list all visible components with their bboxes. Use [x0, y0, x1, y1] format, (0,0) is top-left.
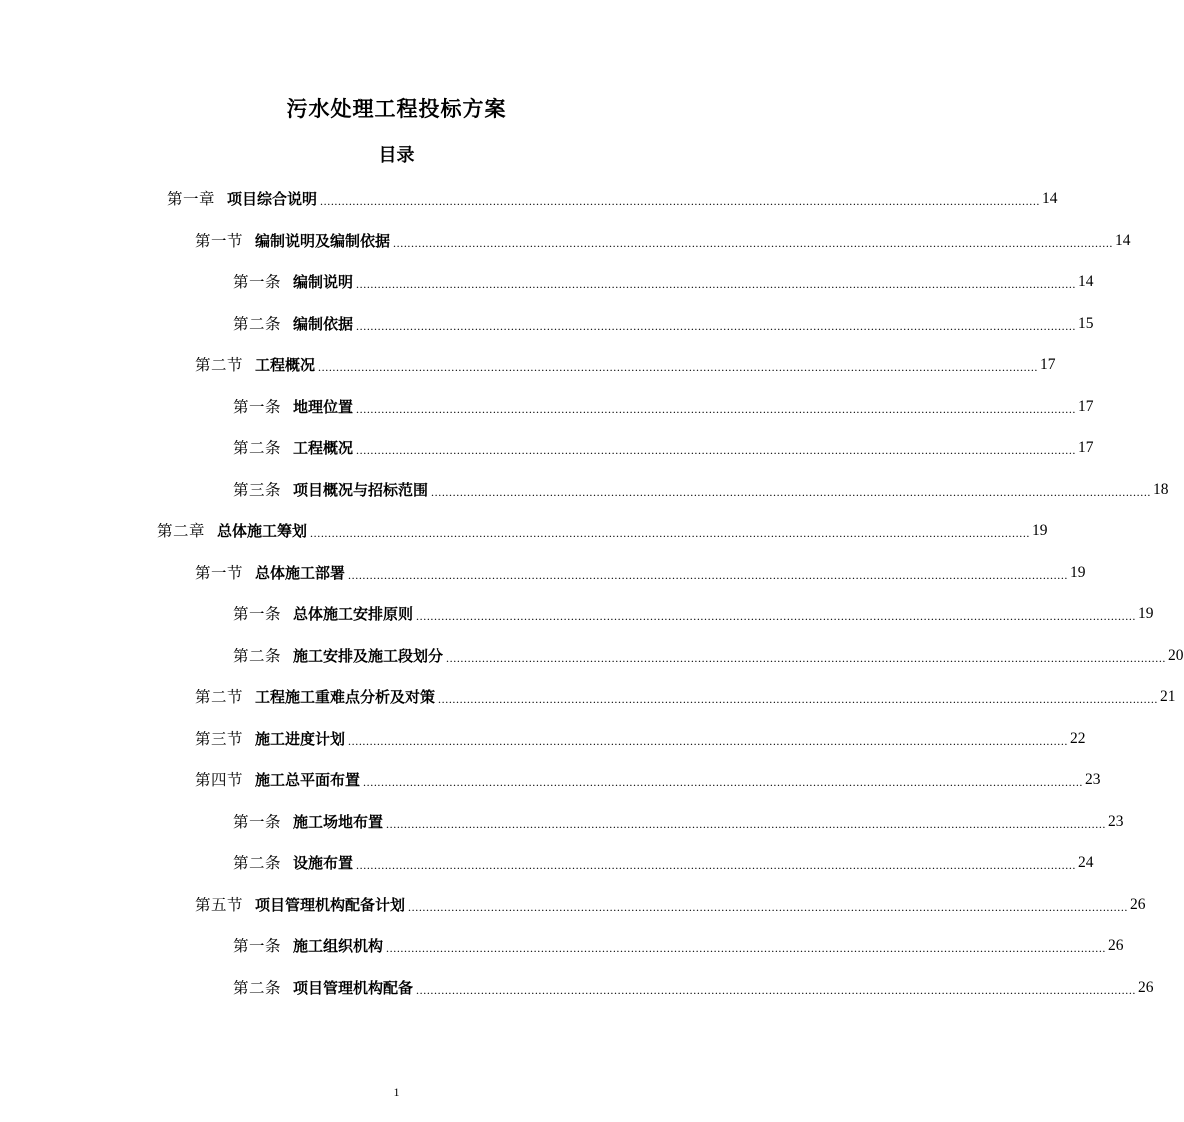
toc-entry-number: 第五节 — [195, 895, 244, 914]
toc-entry-number: 第二条 — [233, 439, 282, 457]
toc-entry-number: 第一条 — [233, 605, 282, 623]
dot-leader: ........................................................................................................................................................................................................ — [356, 318, 1077, 333]
toc-entry-label: 项目管理机构配备计划 — [255, 895, 406, 914]
toc-entry-label: 项目管理机构配备 — [293, 978, 414, 997]
toc-entry-label: 项目综合说明 — [227, 190, 318, 208]
toc-entry-chapter[interactable] — [157, 515, 1048, 541]
toc-entry-label: 编制说明 — [293, 273, 354, 291]
toc-entry-label: 编制说明及编制依据 — [255, 231, 391, 250]
toc-entry-label: 工程概况 — [255, 356, 316, 374]
toc-entry-page: 17 — [1040, 356, 1056, 373]
toc-entry-article[interactable] — [233, 308, 1094, 334]
toc-entry-label: 工程概况 — [293, 439, 354, 457]
toc-entry-number: 第二节 — [195, 688, 244, 706]
toc-entry-article[interactable] — [233, 640, 1184, 666]
toc-entry-number: 第三节 — [195, 729, 244, 748]
toc-entry-chapter[interactable] — [167, 183, 1058, 209]
toc-entry-page: 24 — [1078, 854, 1094, 871]
toc-entry-number: 第二条 — [233, 854, 282, 872]
dot-leader: ........................................................................................................................................................................................................ — [348, 567, 1069, 582]
toc-entry-number: 第四节 — [195, 771, 244, 789]
dot-leader: ........................................................................................................................................................................................................ — [356, 443, 1077, 457]
toc-entry-article[interactable] — [233, 806, 1124, 832]
toc-entry-page: 17 — [1078, 397, 1094, 415]
toc-entry-article[interactable] — [233, 266, 1094, 292]
toc-entry-section[interactable] — [195, 225, 1131, 251]
toc-entry-number: 第二条 — [233, 646, 282, 665]
toc-entry-number: 第一条 — [233, 273, 282, 291]
dot-leader: ........................................................................................................................................................................................................ — [431, 484, 1152, 499]
dot-leader: ........................................................................................................................................................................................................ — [310, 526, 1031, 540]
toc-entry-page: 23 — [1108, 812, 1124, 830]
toc-entry-label: 编制依据 — [293, 314, 354, 333]
dot-leader: ........................................................................................................................................................................................................ — [416, 982, 1137, 997]
toc-entry-number: 第一条 — [233, 812, 282, 831]
toc-entry-page: 19 — [1032, 522, 1048, 539]
toc-entry-label: 设施布置 — [293, 854, 354, 872]
dot-leader: ........................................................................................................................................................................................................ — [386, 816, 1107, 831]
dot-leader: ........................................................................................................................................................................................................ — [393, 235, 1114, 250]
toc-entry-section[interactable] — [195, 681, 1176, 707]
toc-heading: 目录 — [378, 145, 415, 166]
dot-leader: ........................................................................................................................................................................................................ — [438, 692, 1159, 706]
toc-entry-page: 18 — [1153, 480, 1169, 498]
toc-entry-label: 施工安排及施工段划分 — [293, 646, 444, 665]
document-title: 污水处理工程投标方案 — [286, 97, 507, 121]
toc-entry-article[interactable] — [233, 598, 1154, 624]
toc-entry-article[interactable] — [233, 972, 1154, 998]
toc-entry-section[interactable] — [195, 349, 1056, 375]
toc-entry-number: 第一条 — [233, 397, 282, 416]
toc-entry-section[interactable] — [195, 889, 1146, 915]
toc-entry-label: 施工组织机构 — [293, 937, 384, 955]
toc-entry-page: 21 — [1160, 688, 1176, 705]
toc-entry-page: 14 — [1115, 231, 1131, 249]
dot-leader: ........................................................................................................................................................................................................ — [356, 277, 1077, 291]
toc-entry-label: 总体施工安排原则 — [293, 605, 414, 623]
toc-entry-number: 第一章 — [167, 190, 216, 208]
toc-entry-number: 第一节 — [195, 563, 244, 582]
toc-entry-article[interactable] — [233, 432, 1094, 458]
toc-entry-section[interactable] — [195, 764, 1101, 790]
toc-entry-label: 施工场地布置 — [293, 812, 384, 831]
toc-entry-number: 第二章 — [157, 522, 206, 540]
dot-leader: ........................................................................................................................................................................................................ — [320, 194, 1041, 208]
toc-entry-page: 26 — [1138, 978, 1154, 996]
toc-entry-article[interactable] — [233, 930, 1124, 956]
toc-entry-label: 项目概况与招标范围 — [293, 480, 429, 499]
toc-entry-number: 第二节 — [195, 356, 244, 374]
toc-entry-page: 15 — [1078, 314, 1094, 332]
dot-leader: ........................................................................................................................................................................................................ — [386, 941, 1107, 955]
toc-entry-number: 第三条 — [233, 480, 282, 499]
toc-entry-section[interactable] — [195, 723, 1086, 749]
toc-entry-page: 26 — [1130, 895, 1146, 913]
toc-entry-label: 施工进度计划 — [255, 729, 346, 748]
toc-entry-article[interactable] — [233, 474, 1169, 500]
toc-entry-page: 19 — [1138, 605, 1154, 622]
toc-entry-label: 总体施工部署 — [255, 563, 346, 582]
toc-entry-page: 19 — [1070, 563, 1086, 581]
dot-leader: ........................................................................................................................................................................................................ — [356, 401, 1077, 416]
toc-entry-number: 第一节 — [195, 231, 244, 250]
toc-entry-number: 第二条 — [233, 978, 282, 997]
toc-entry-label: 工程施工重难点分析及对策 — [255, 688, 436, 706]
toc-entry-number: 第二条 — [233, 314, 282, 333]
toc-entry-page: 23 — [1085, 771, 1101, 788]
dot-leader: ........................................................................................................................................................................................................ — [416, 609, 1137, 623]
toc-entry-article[interactable] — [233, 847, 1094, 873]
dot-leader: ........................................................................................................................................................................................................ — [348, 733, 1069, 748]
toc-entry-number: 第一条 — [233, 937, 282, 955]
toc-entry-label: 地理位置 — [293, 397, 354, 416]
dot-leader: ........................................................................................................................................................................................................ — [408, 899, 1129, 914]
dot-leader: ........................................................................................................................................................................................................ — [318, 360, 1039, 374]
toc-entry-page: 20 — [1168, 646, 1184, 664]
toc-entry-label: 总体施工筹划 — [217, 522, 308, 540]
page-number: 1 — [393, 1085, 400, 1099]
dot-leader: ........................................................................................................................................................................................................ — [363, 775, 1084, 789]
dot-leader: ........................................................................................................................................................................................................ — [446, 650, 1167, 665]
toc-entry-label: 施工总平面布置 — [255, 771, 361, 789]
toc-entry-section[interactable] — [195, 557, 1086, 583]
toc-entry-page: 26 — [1108, 937, 1124, 954]
toc-entry-page: 14 — [1042, 190, 1058, 207]
toc-entry-page: 17 — [1078, 439, 1094, 456]
toc-entry-article[interactable] — [233, 391, 1094, 417]
toc-entry-page: 22 — [1070, 729, 1086, 747]
dot-leader: ........................................................................................................................................................................................................ — [356, 858, 1077, 872]
toc-entry-page: 14 — [1078, 273, 1094, 290]
